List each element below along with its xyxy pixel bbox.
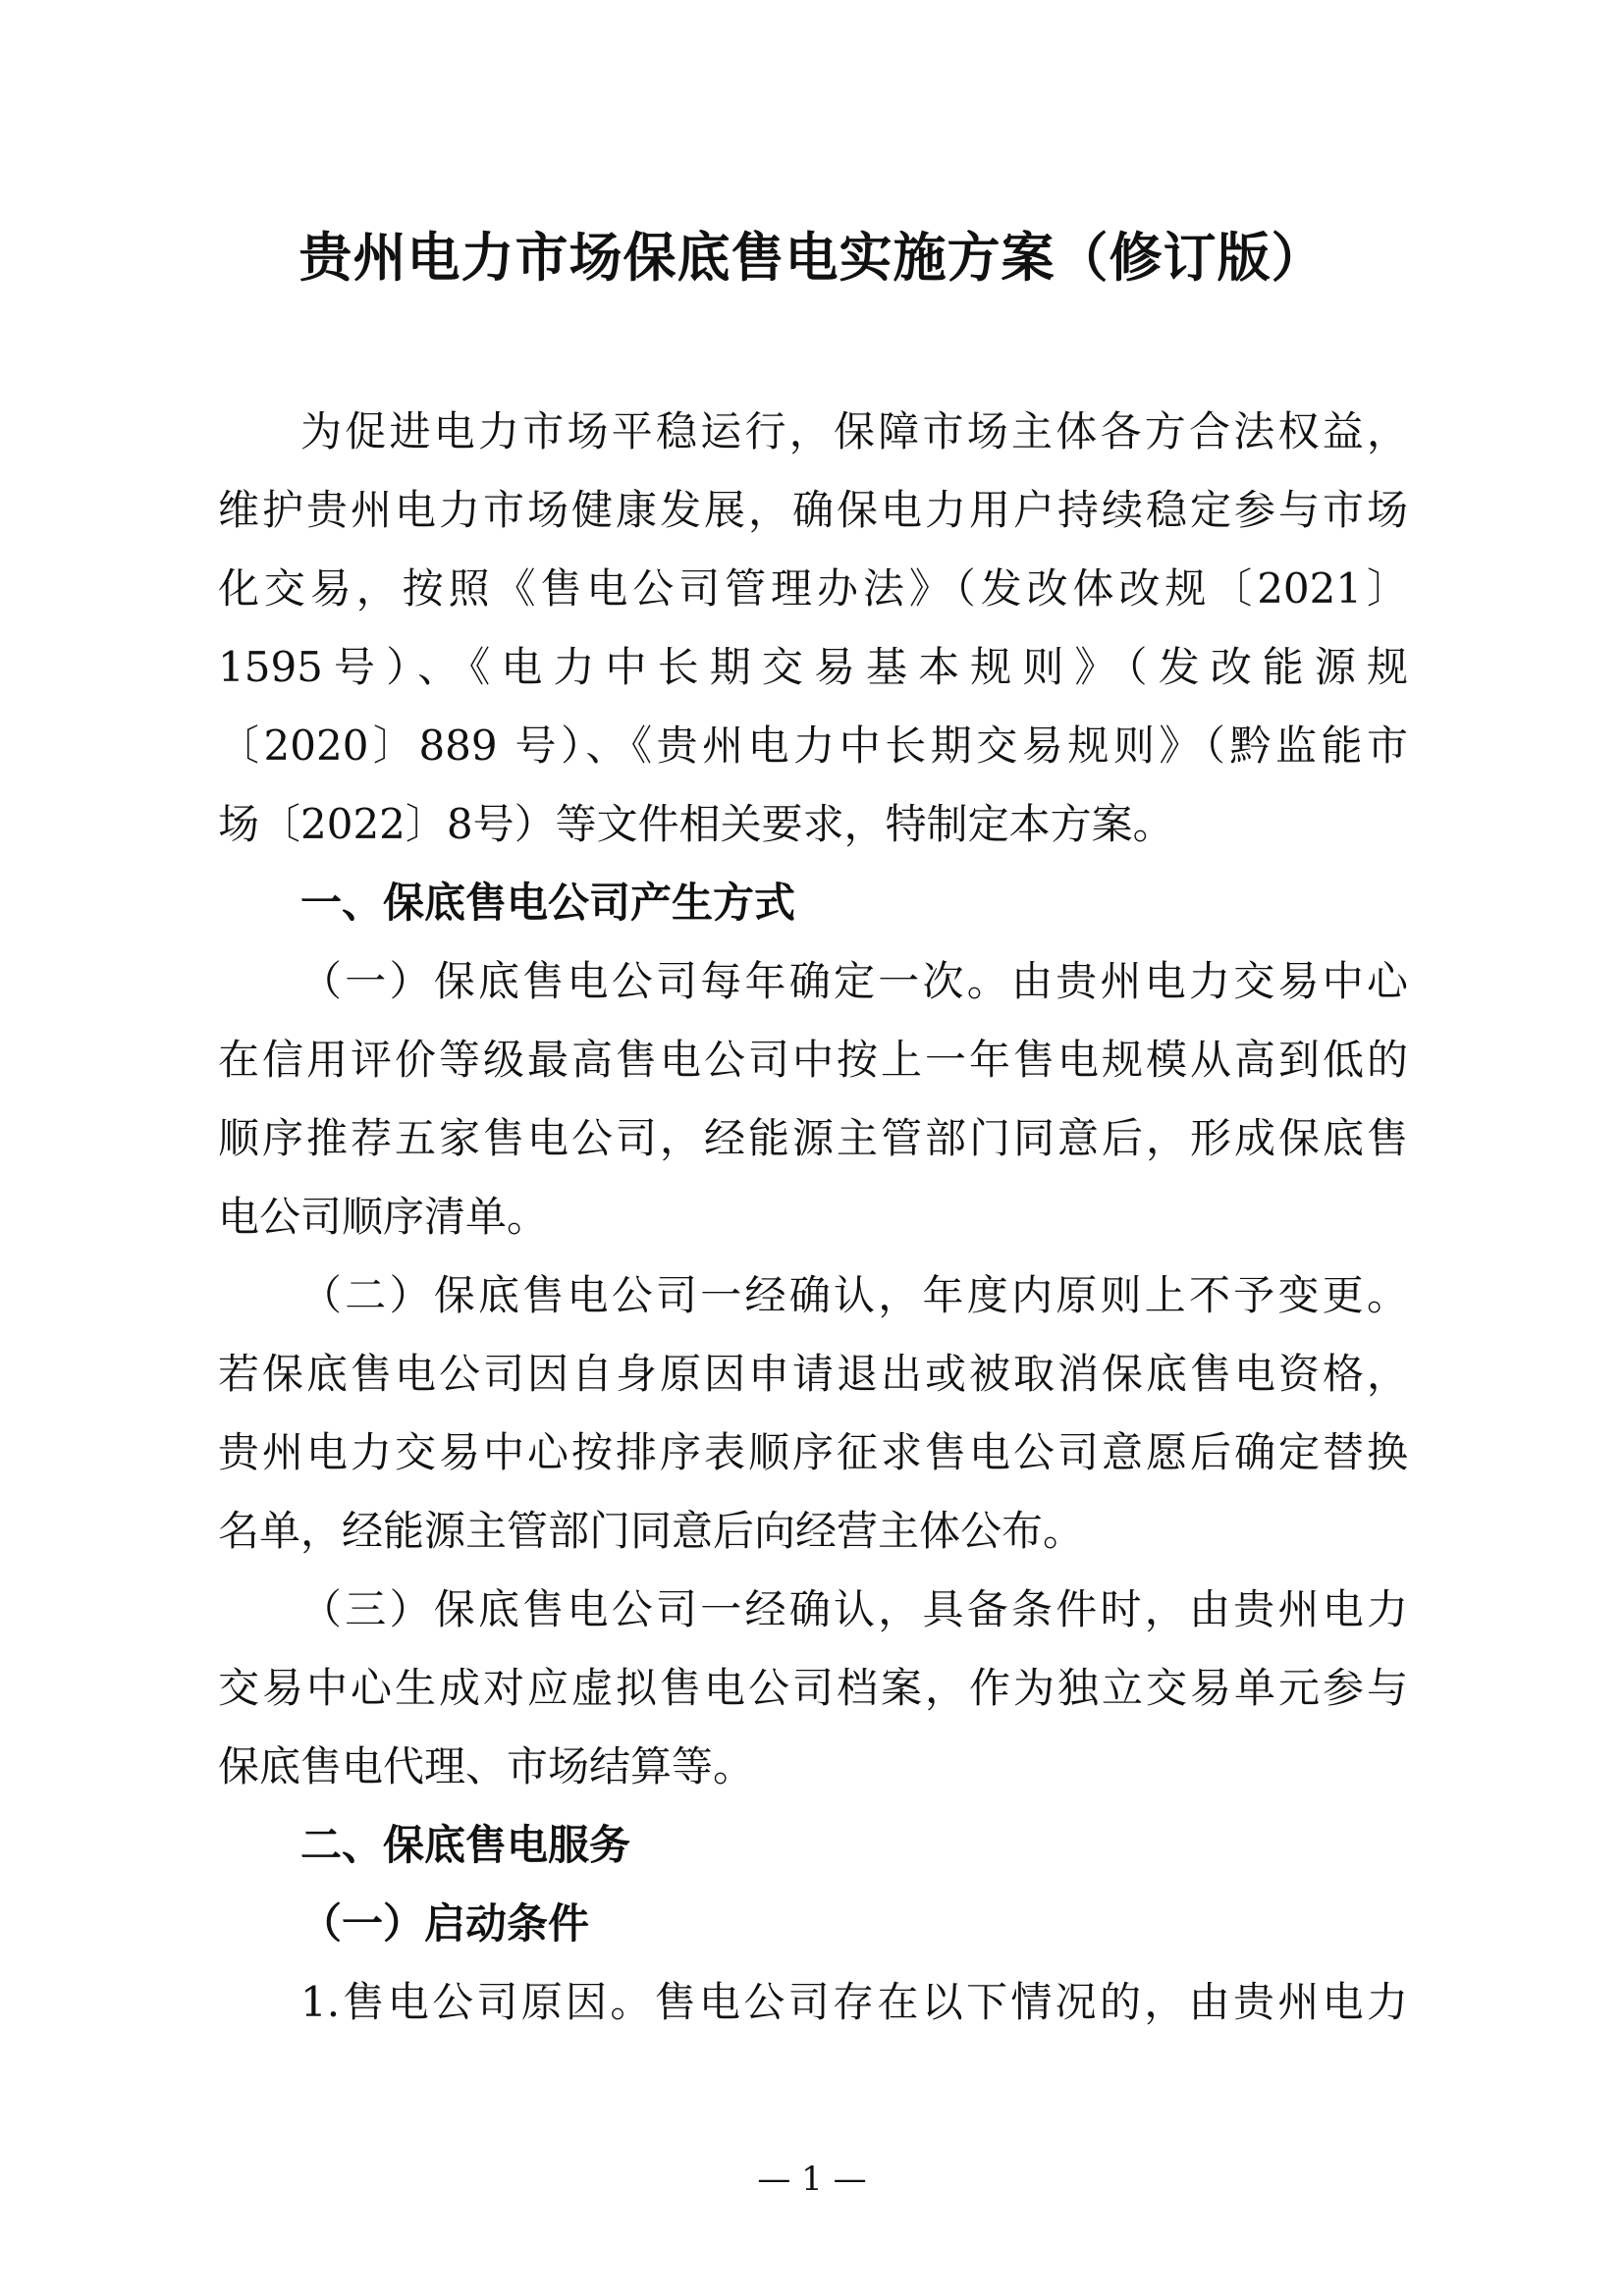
section-heading-1: 一、保底售电公司产生方式 bbox=[300, 879, 796, 927]
paragraph-line: 1595号）、《电力中长期交易基本规则》（发改能源规 bbox=[218, 643, 1408, 691]
paragraph-line: 在信用评价等级最高售电公司中按上一年售电规模从高到低的 bbox=[218, 1036, 1408, 1084]
paragraph-line: 名单，经能源主管部门同意后向经营主体公布。 bbox=[218, 1507, 1085, 1555]
paragraph-line: （二）保底售电公司一经确认，年度内原则上不予变更。 bbox=[300, 1271, 1408, 1319]
subsection-heading: （一）启动条件 bbox=[300, 1899, 590, 1948]
paragraph-line: 化交易，按照《售电公司管理办法》（发改体改规〔2021〕 bbox=[218, 564, 1408, 613]
paragraph-line: 贵州电力交易中心按排序表顺序征求售电公司意愿后确定替换 bbox=[218, 1428, 1408, 1476]
paragraph-line: 场〔2022〕8号）等文件相关要求，特制定本方案。 bbox=[218, 800, 1174, 848]
page-number: — 1 — bbox=[757, 2160, 867, 2199]
paragraph-line: 维护贵州电力市场健康发展，确保电力用户持续稳定参与市场 bbox=[218, 486, 1408, 534]
paragraph-line: 若保底售电公司因自身原因申请退出或被取消保底售电资格， bbox=[218, 1350, 1408, 1398]
paragraph-line: 〔2020〕889 号）、《贵州电力中长期交易规则》（黔监能市 bbox=[218, 721, 1408, 770]
paragraph-line: 交易中心生成对应虚拟售电公司档案，作为独立交易单元参与 bbox=[218, 1664, 1408, 1712]
paragraph-line: 1.售电公司原因。售电公司存在以下情况的，由贵州电力 bbox=[300, 1978, 1408, 2026]
paragraph-line: 顺序推荐五家售电公司，经能源主管部门同意后，形成保底售 bbox=[218, 1114, 1408, 1162]
section-heading-2: 二、保底售电服务 bbox=[300, 1821, 631, 1869]
document-title: 贵州电力市场保底售电实施方案（修订版） bbox=[298, 227, 1326, 289]
paragraph-line: 为促进电力市场平稳运行，保障市场主体各方合法权益， bbox=[300, 407, 1408, 455]
paragraph-line: 电公司顺序清单。 bbox=[218, 1193, 549, 1241]
paragraph-line: （一）保底售电公司每年确定一次。由贵州电力交易中心 bbox=[300, 957, 1408, 1005]
paragraph-line: 保底售电代理、市场结算等。 bbox=[218, 1742, 755, 1790]
paragraph-line: （三）保底售电公司一经确认，具备条件时，由贵州电力 bbox=[300, 1585, 1408, 1633]
